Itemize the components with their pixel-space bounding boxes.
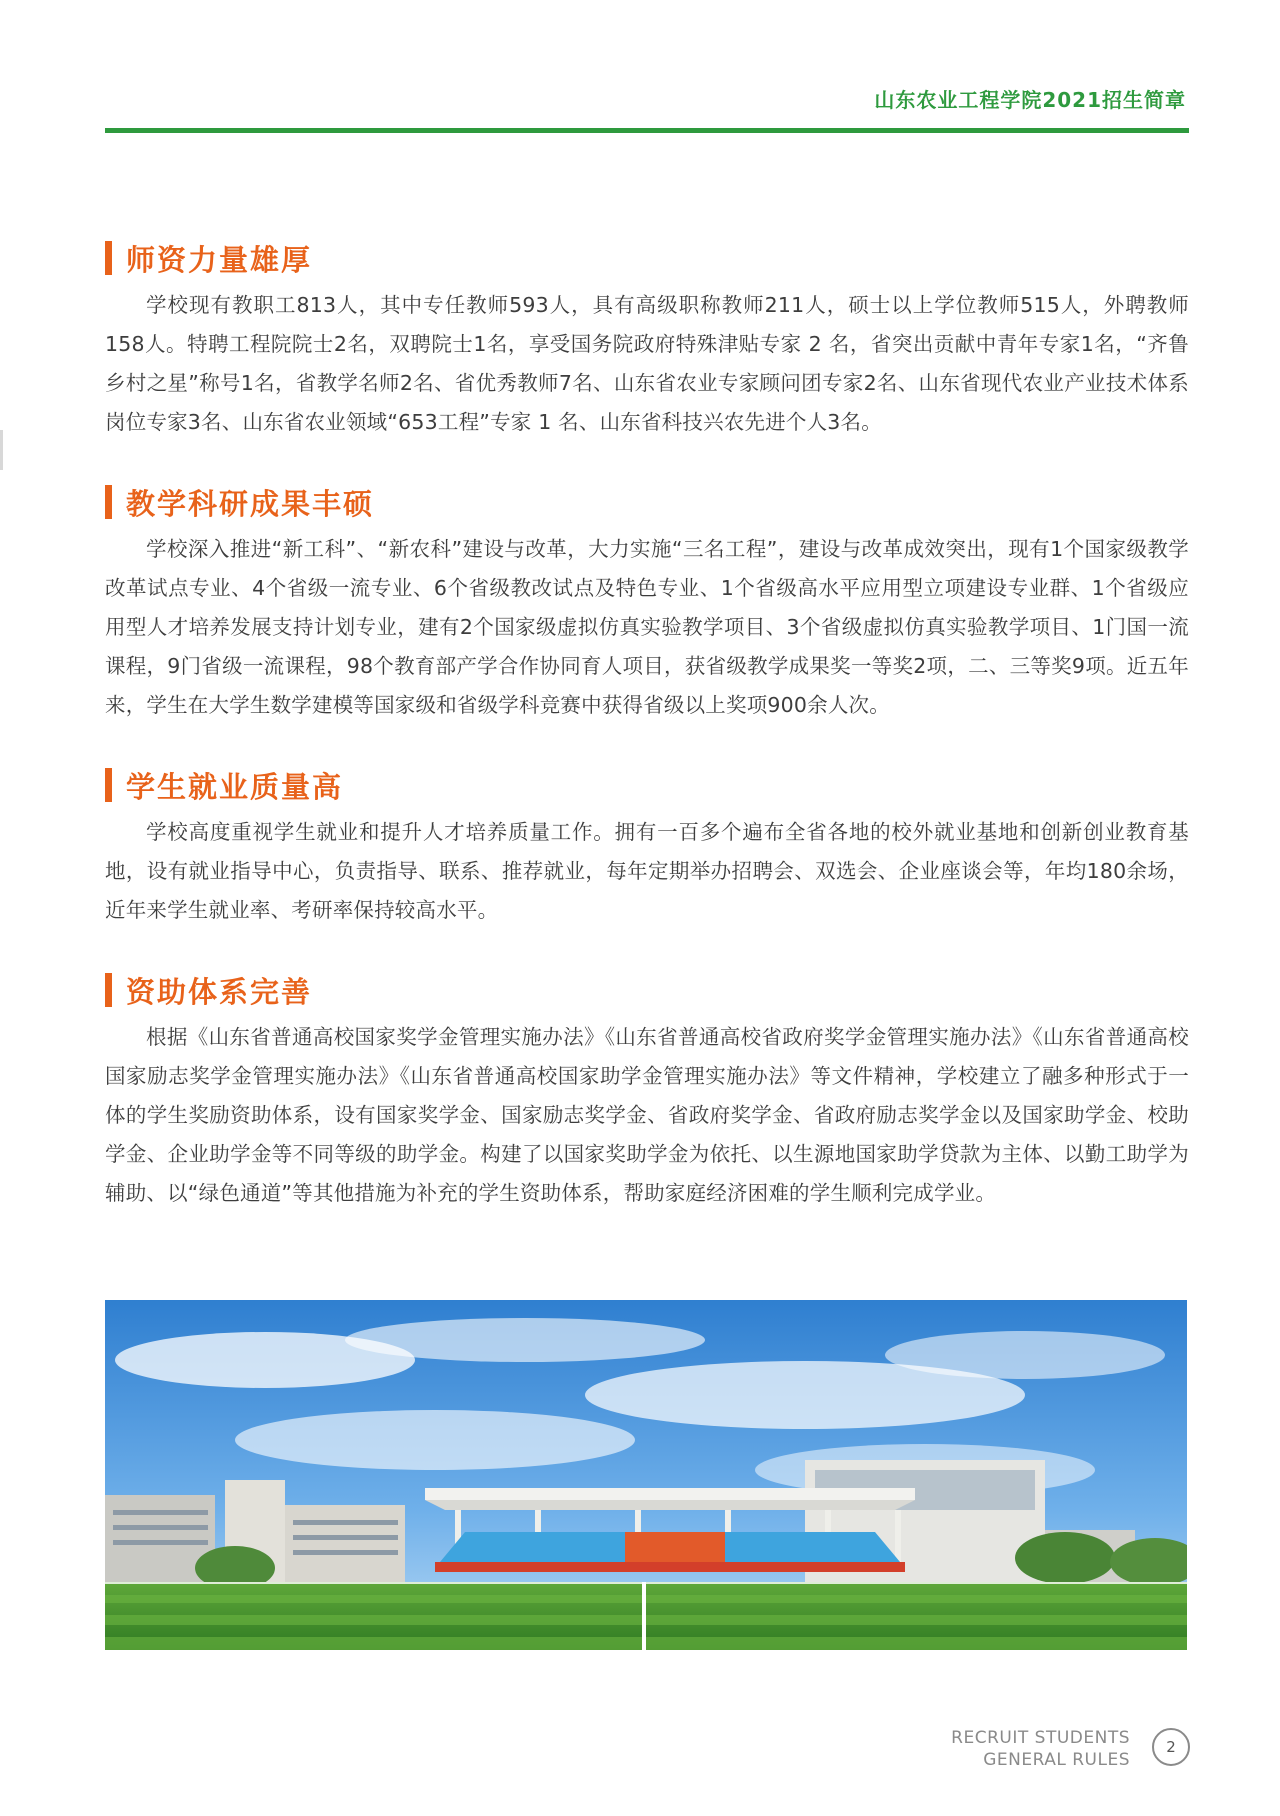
footer-line-2: GENERAL RULES bbox=[983, 1750, 1130, 1770]
section-title: 教学科研成果丰硕 bbox=[126, 486, 375, 521]
section-heading bbox=[105, 765, 1189, 805]
heading-accent-bar bbox=[105, 768, 112, 802]
section-title: 师资力量雄厚 bbox=[126, 242, 313, 277]
section-financial-aid bbox=[105, 970, 1189, 1213]
section-title: 学生就业质量高 bbox=[126, 769, 344, 804]
campus-stadium-photo bbox=[105, 1300, 1187, 1650]
heading-accent-bar bbox=[105, 485, 112, 519]
section-employment bbox=[105, 765, 1189, 930]
section-heading bbox=[105, 482, 1189, 522]
heading-accent-bar bbox=[105, 241, 112, 275]
heading-accent-bar bbox=[105, 973, 112, 1007]
section-heading bbox=[105, 970, 1189, 1010]
section-body: 根据《山东省普通高校国家奖学金管理实施办法》《山东省普通高校省政府奖学金管理实施办法》《山东省普通高校国家励志奖学金管理实施办法》《山东省普通高校国家助学金管理实施办法》等文件精神，学校建立了融多种形式于一体的学生奖励资助体系，设有国家奖学金、国家励志奖学金、省政府奖学金、省政府励志奖学金以及国家助学金、校助学金、企业助学金等不同等级的助学金。构建了以国家奖助学金为依托、以生源地国家助学贷款为主体、以勤工助学为辅助、以“绿色通道”等其他措施为补充的学生资助体系，帮助家庭经济困难的学生顺利完成学业。 bbox=[105, 1025, 1189, 1205]
section-teaching-research bbox=[105, 482, 1189, 725]
section-body: 学校高度重视学生就业和提升人才培养质量工作。拥有一百多个遍布全省各地的校外就业基地和创新创业教育基地，设有就业指导中心，负责指导、联系、推荐就业，每年定期举办招聘会、双选会、企业座谈会等，年均180余场，近年来学生就业率、考研率保持较高水平。 bbox=[105, 820, 1189, 922]
footer-line-1: RECRUIT STUDENTS bbox=[951, 1728, 1130, 1748]
header-divider bbox=[105, 128, 1189, 133]
page-number: 2 bbox=[1152, 1728, 1190, 1766]
section-body: 学校现有教职工813人，其中专任教师593人，具有高级职称教师211人，硕士以上学位教师515人，外聘教师158人。特聘工程院院士2名，双聘院士1名，享受国务院政府特殊津贴专家 2 名，省突出贡献中青年专家1名，“齐鲁乡村之星”称号1名，省教学名师2名、省优秀教师7名、山东省农业专家顾问团专家2名、山东省现代农业产业技术体系岗位专家3名、山东省农业领域“653工程”专家 1 名、山东省科技兴农先进个人3名。 bbox=[105, 293, 1189, 434]
section-faculty bbox=[105, 238, 1189, 442]
section-title: 资助体系完善 bbox=[126, 974, 313, 1009]
header-title: 山东农业工程学院2021招生简章 bbox=[874, 88, 1186, 112]
footer-label bbox=[951, 1727, 1130, 1771]
section-heading bbox=[105, 238, 1189, 278]
section-body: 学校深入推进“新工科”、“新农科”建设与改革，大力实施“三名工程”，建设与改革成效突出，现有1个国家级教学改革试点专业、4个省级一流专业、6个省级教改试点及特色专业、1个省级高水平应用型立项建设专业群、1个省级应用型人才培养发展支持计划专业，建有2个国家级虚拟仿真实验教学项目、3个省级虚拟仿真实验教学项目、1门国一流课程，9门省级一流课程，98个教育部产学合作协同育人项目，获省级教学成果奖一等奖2项，二、三等奖9项。近五年来，学生在大学生数学建模等国家级和省级学科竞赛中获得省级以上奖项900余人次。 bbox=[105, 537, 1189, 717]
page-edge-mark bbox=[0, 430, 3, 470]
